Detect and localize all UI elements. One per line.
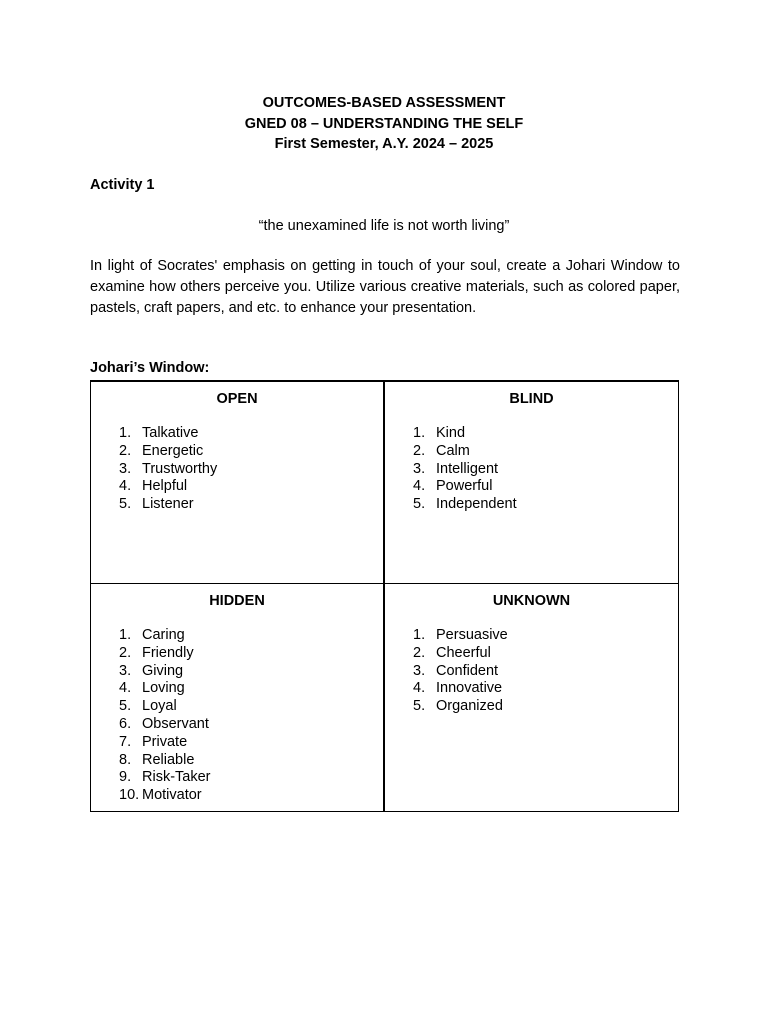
list-item-number: 2. (119, 442, 132, 459)
list-item-text: Powerful (436, 478, 493, 495)
list-item-number: 5. (413, 698, 426, 715)
list-item (413, 425, 517, 443)
list-item (119, 443, 217, 461)
list-item (413, 443, 517, 461)
list-item-text: Cheerful (436, 644, 491, 661)
document-header (0, 93, 768, 155)
list-item (119, 716, 210, 734)
quadrant-unknown (385, 584, 678, 811)
list-item-number: 5. (119, 698, 132, 715)
list-item-number: 4. (413, 680, 426, 697)
list-item-text: Organized (436, 698, 503, 715)
list-item-text: Independent (436, 496, 517, 513)
list-item-text: Kind (436, 425, 466, 441)
quadrant-unknown-list (413, 627, 508, 716)
list-item (119, 769, 210, 787)
list-item-text: Confident (436, 662, 499, 679)
list-item-number: 4. (413, 478, 426, 495)
list-item (119, 461, 217, 479)
quadrant-blind (385, 381, 678, 584)
list-item-text: Private (142, 733, 188, 750)
list-item-number: 1. (413, 425, 426, 441)
quadrant-hidden-title: HIDDEN (209, 593, 265, 609)
list-item-number: 3. (119, 662, 132, 679)
list-item-number: 8. (119, 751, 132, 768)
header-course: GNED 08 – UNDERSTANDING THE SELF (244, 115, 524, 132)
list-item-text: Innovative (436, 680, 503, 697)
list-item (119, 698, 210, 716)
socrates-quote: “the unexamined life is not worth living” (258, 218, 510, 234)
list-item-number: 3. (119, 460, 132, 477)
list-item-text: Reliable (142, 751, 195, 768)
list-item-text: Intelligent (436, 460, 499, 477)
list-item (413, 496, 517, 514)
list-item (119, 645, 210, 663)
quadrant-open-list (119, 425, 217, 514)
list-item-number: 1. (413, 627, 426, 643)
list-item-text: Caring (142, 627, 185, 643)
list-item-text: Motivator (142, 787, 202, 804)
list-item (119, 627, 210, 645)
header-title: OUTCOMES-BASED ASSESSMENT (262, 95, 506, 111)
list-item (413, 645, 508, 663)
list-item-text: Calm (436, 442, 470, 459)
list-item-text: Helpful (142, 478, 188, 495)
list-item-text: Trustworthy (142, 460, 218, 477)
list-item-text: Friendly (142, 644, 194, 661)
list-item-number: 2. (413, 442, 426, 459)
activity-heading: Activity 1 (90, 177, 155, 193)
list-item (413, 627, 508, 645)
list-item (119, 734, 210, 752)
list-item-text: Loving (142, 680, 185, 697)
list-item-number: 5. (413, 496, 426, 513)
quadrant-open (91, 381, 385, 584)
list-item-text: Talkative (142, 425, 199, 441)
list-item (119, 752, 210, 770)
list-item-number: 3. (413, 460, 426, 477)
header-semester: First Semester, A.Y. 2024 – 2025 (274, 136, 494, 152)
list-item-number: 4. (119, 478, 132, 495)
list-item-number: 6. (119, 715, 132, 732)
list-item-text: Energetic (142, 442, 204, 459)
list-item (413, 461, 517, 479)
johari-window-table (90, 380, 679, 812)
list-item-text: Persuasive (436, 627, 508, 643)
list-item-number: 2. (413, 644, 426, 661)
list-item-number: 2. (119, 644, 132, 661)
quadrant-hidden-list (119, 627, 210, 805)
list-item (119, 478, 217, 496)
list-item (119, 663, 210, 681)
list-item-number: 9. (119, 769, 132, 786)
list-item-text: Listener (142, 496, 194, 513)
list-item-number: 3. (413, 662, 426, 679)
list-item-text: Risk-Taker (142, 769, 211, 786)
quadrant-unknown-title: UNKNOWN (492, 593, 571, 609)
list-item-number: 7. (119, 733, 132, 750)
johari-window-label: Johari’s Window: (90, 360, 210, 376)
list-item (119, 787, 210, 805)
list-item (119, 680, 210, 698)
quadrant-blind-title: BLIND (509, 391, 554, 407)
quadrant-hidden (91, 584, 385, 811)
quadrant-blind-list (413, 425, 517, 514)
list-item-number: 1. (119, 627, 132, 643)
instructions-paragraph: In light of Socrates' emphasis on getting in touch of your soul, create a Johari Window to examine how others perceive you. Utilize various creative materials, such as colored paper, pastels, craft papers, and etc. to enhance your presentation. (90, 258, 680, 316)
quadrant-open-title: OPEN (216, 391, 258, 407)
list-item (413, 478, 517, 496)
list-item-text: Giving (142, 662, 184, 679)
list-item (413, 663, 508, 681)
list-item (413, 680, 508, 698)
list-item-number: 1. (119, 425, 132, 441)
list-item (119, 425, 217, 443)
list-item (413, 698, 508, 716)
list-item-number: 4. (119, 680, 132, 697)
list-item-number: 10. (119, 787, 140, 804)
list-item-number: 5. (119, 496, 132, 513)
list-item (119, 496, 217, 514)
list-item-text: Loyal (142, 698, 177, 715)
list-item-text: Observant (142, 715, 209, 732)
